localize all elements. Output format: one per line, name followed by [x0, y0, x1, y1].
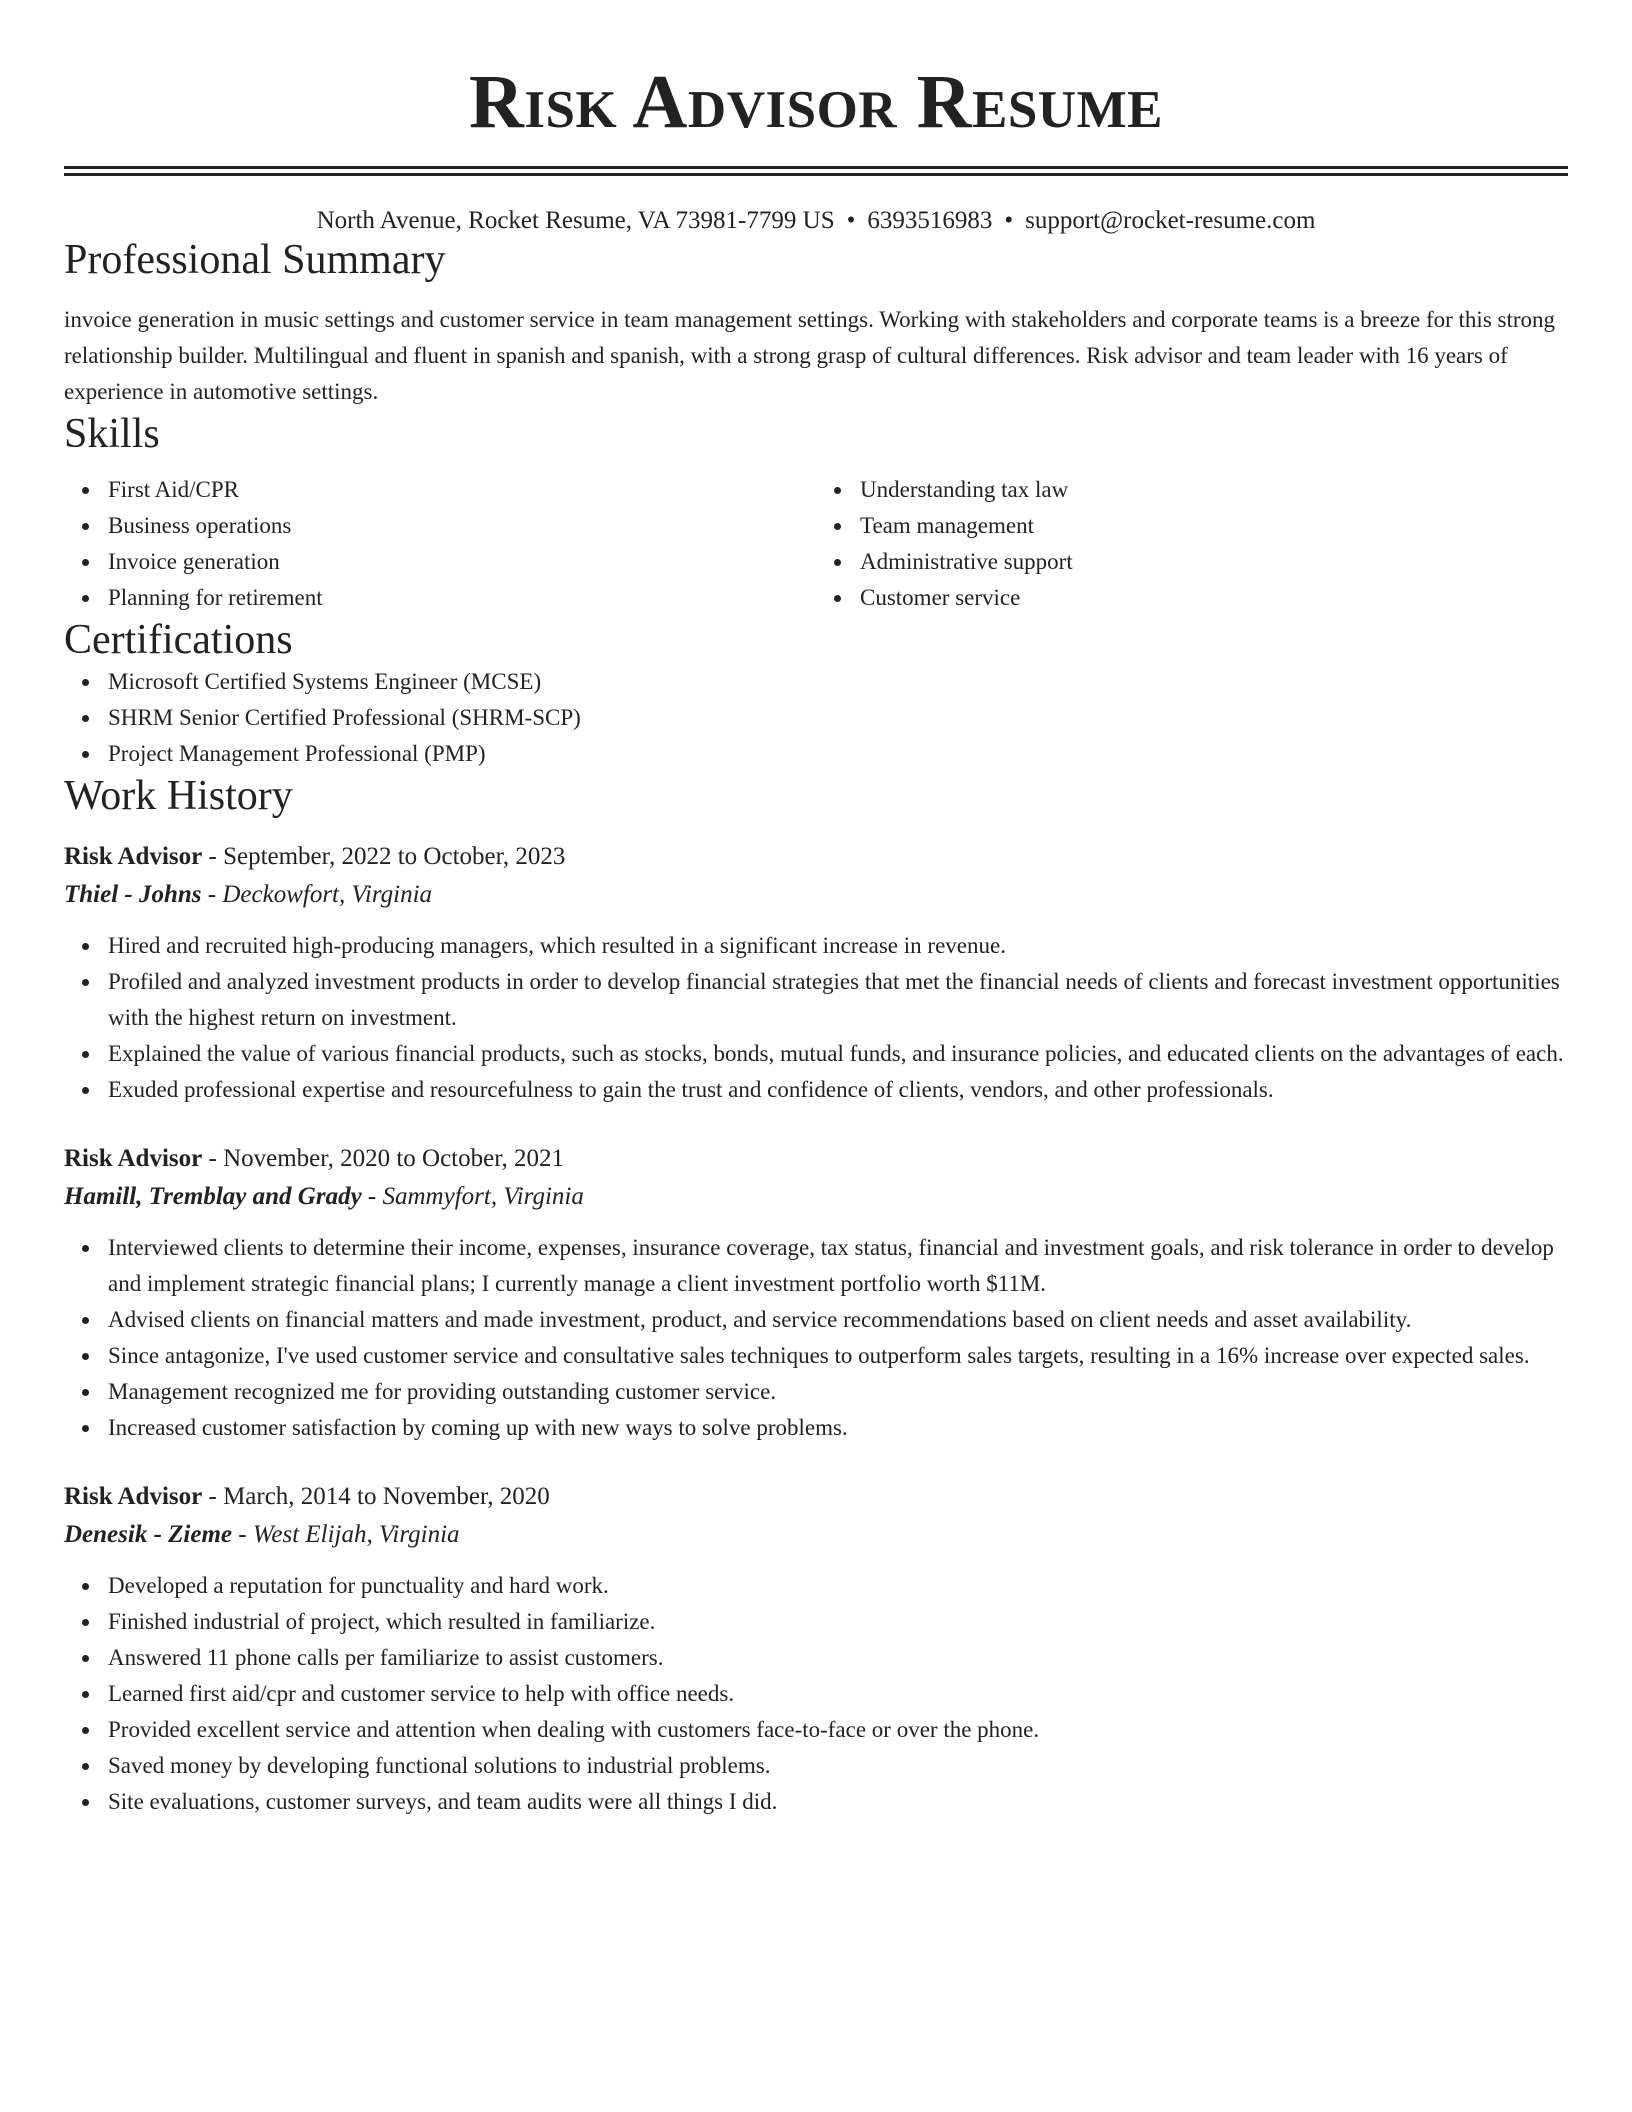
job-dash: -	[202, 1145, 224, 1172]
job-bullet: Learned first aid/cpr and customer service to help with office needs.	[108, 1676, 1568, 1712]
contact-separator: •	[846, 207, 856, 234]
job-dates: March, 2014 to November, 2020	[223, 1483, 550, 1510]
job-company: Thiel - Johns	[64, 881, 202, 908]
job-role: Risk Advisor	[64, 843, 203, 870]
skills-columns	[64, 472, 1568, 616]
job-dash: -	[202, 843, 224, 870]
job-dash: -	[361, 1183, 383, 1210]
job-location: Sammyfort, Virginia	[382, 1183, 584, 1210]
job-bullets	[64, 1230, 1568, 1446]
contact-phone: 6393516983	[867, 207, 993, 234]
skills-list-right	[816, 472, 1568, 616]
certification-item: Project Management Professional (PMP)	[108, 736, 1568, 772]
job-bullet: Saved money by developing functional solutions to industrial problems.	[108, 1748, 1568, 1784]
job-bullet: Exuded professional expertise and resourcefulness to gain the trust and confidence of clients, vendors, and other professionals.	[108, 1072, 1568, 1108]
job-bullet: Provided excellent service and attention when dealing with customers face-to-face or over the phone.	[108, 1712, 1568, 1748]
job-bullet: Site evaluations, customer surveys, and team audits were all things I did.	[108, 1784, 1568, 1820]
job-title-line	[64, 1140, 1568, 1178]
skill-item: Invoice generation	[108, 544, 816, 580]
job-bullets	[64, 928, 1568, 1108]
job-dash: -	[232, 1521, 253, 1548]
skills-list-left	[64, 472, 816, 616]
title-divider	[64, 166, 1568, 176]
job-dash: -	[201, 881, 223, 908]
skill-item: Administrative support	[860, 544, 1568, 580]
certification-item: Microsoft Certified Systems Engineer (MCSE)	[108, 664, 1568, 700]
job-bullet: Finished industrial of project, which resulted in familiarize.	[108, 1604, 1568, 1640]
job-location: Deckowfort, Virginia	[222, 881, 433, 908]
skill-item: Business operations	[108, 508, 816, 544]
job-bullet: Interviewed clients to determine their income, expenses, insurance coverage, tax status, financial and investment goals, and risk tolerance in order to develop and implement strategic financial plans; I currently manage a client investment portfolio worth $11M.	[108, 1230, 1568, 1302]
contact-line	[64, 206, 1568, 236]
job-bullet: Hired and recruited high-producing managers, which resulted in a significant increase in revenue.	[108, 928, 1568, 964]
contact-address: North Avenue, Rocket Resume, VA 73981-7799 US	[316, 207, 835, 234]
job-bullet: Developed a reputation for punctuality and hard work.	[108, 1568, 1568, 1604]
job-location: West Elijah, Virginia	[252, 1521, 460, 1548]
skills-heading: Skills	[64, 411, 160, 457]
job-entry	[64, 838, 1568, 1108]
certifications-heading: Certifications	[64, 617, 293, 663]
job-bullet: Advised clients on financial matters and made investment, product, and service recommendations based on client needs and asset availability.	[108, 1302, 1568, 1338]
job-bullet: Increased customer satisfaction by coming up with new ways to solve problems.	[108, 1410, 1568, 1446]
job-role: Risk Advisor	[64, 1483, 203, 1510]
certifications-list	[64, 664, 1568, 772]
job-dates: September, 2022 to October, 2023	[223, 843, 566, 870]
contact-email: support@rocket-resume.com	[1025, 207, 1316, 234]
job-company: Denesik - Zieme	[64, 1521, 233, 1548]
job-bullets	[64, 1568, 1568, 1820]
job-entry	[64, 1478, 1568, 1820]
job-bullet: Management recognized me for providing outstanding customer service.	[108, 1374, 1568, 1410]
skill-item: Planning for retirement	[108, 580, 816, 616]
skill-item: Understanding tax law	[860, 472, 1568, 508]
summary-heading: Professional Summary	[64, 237, 446, 283]
certification-item: SHRM Senior Certified Professional (SHRM-SCP)	[108, 700, 1568, 736]
skill-item: First Aid/CPR	[108, 472, 816, 508]
job-role: Risk Advisor	[64, 1145, 203, 1172]
job-company-line	[64, 1178, 1568, 1216]
job-bullet: Answered 11 phone calls per familiarize to assist customers.	[108, 1640, 1568, 1676]
job-company: Hamill, Tremblay and Grady	[64, 1183, 362, 1210]
job-dash: -	[202, 1483, 224, 1510]
job-company-line	[64, 1516, 1568, 1554]
job-bullet: Profiled and analyzed investment products in order to develop financial strategies that met the financial needs of clients and forecast investment opportunities with the highest return on investment.	[108, 964, 1568, 1036]
job-entry	[64, 1140, 1568, 1446]
contact-separator: •	[1004, 207, 1014, 234]
skill-item: Team management	[860, 508, 1568, 544]
job-dates: November, 2020 to October, 2021	[223, 1145, 565, 1172]
job-title-line	[64, 1478, 1568, 1516]
summary-text: invoice generation in music settings and customer service in team management settings. Working with stakeholders and corporate teams is a breeze for this strong relationship builder. Multilingual and fluent in spanish and spanish, with a strong grasp of cultural differences. Risk advisor and team leader with 16 years of experience in automotive settings.	[64, 307, 1556, 404]
resume-page	[64, 0, 1568, 1820]
job-bullet: Explained the value of various financial products, such as stocks, bonds, mutual funds, and insurance policies, and educated clients on the advantages of each.	[108, 1036, 1568, 1072]
job-bullet: Since antagonize, I've used customer service and consultative sales techniques to outperform sales targets, resulting in a 16% increase over expected sales.	[108, 1338, 1568, 1374]
skill-item: Customer service	[860, 580, 1568, 616]
resume-title: Risk Advisor Resume	[469, 60, 1163, 144]
job-company-line	[64, 876, 1568, 914]
work-history-heading: Work History	[64, 773, 293, 819]
job-title-line	[64, 838, 1568, 876]
